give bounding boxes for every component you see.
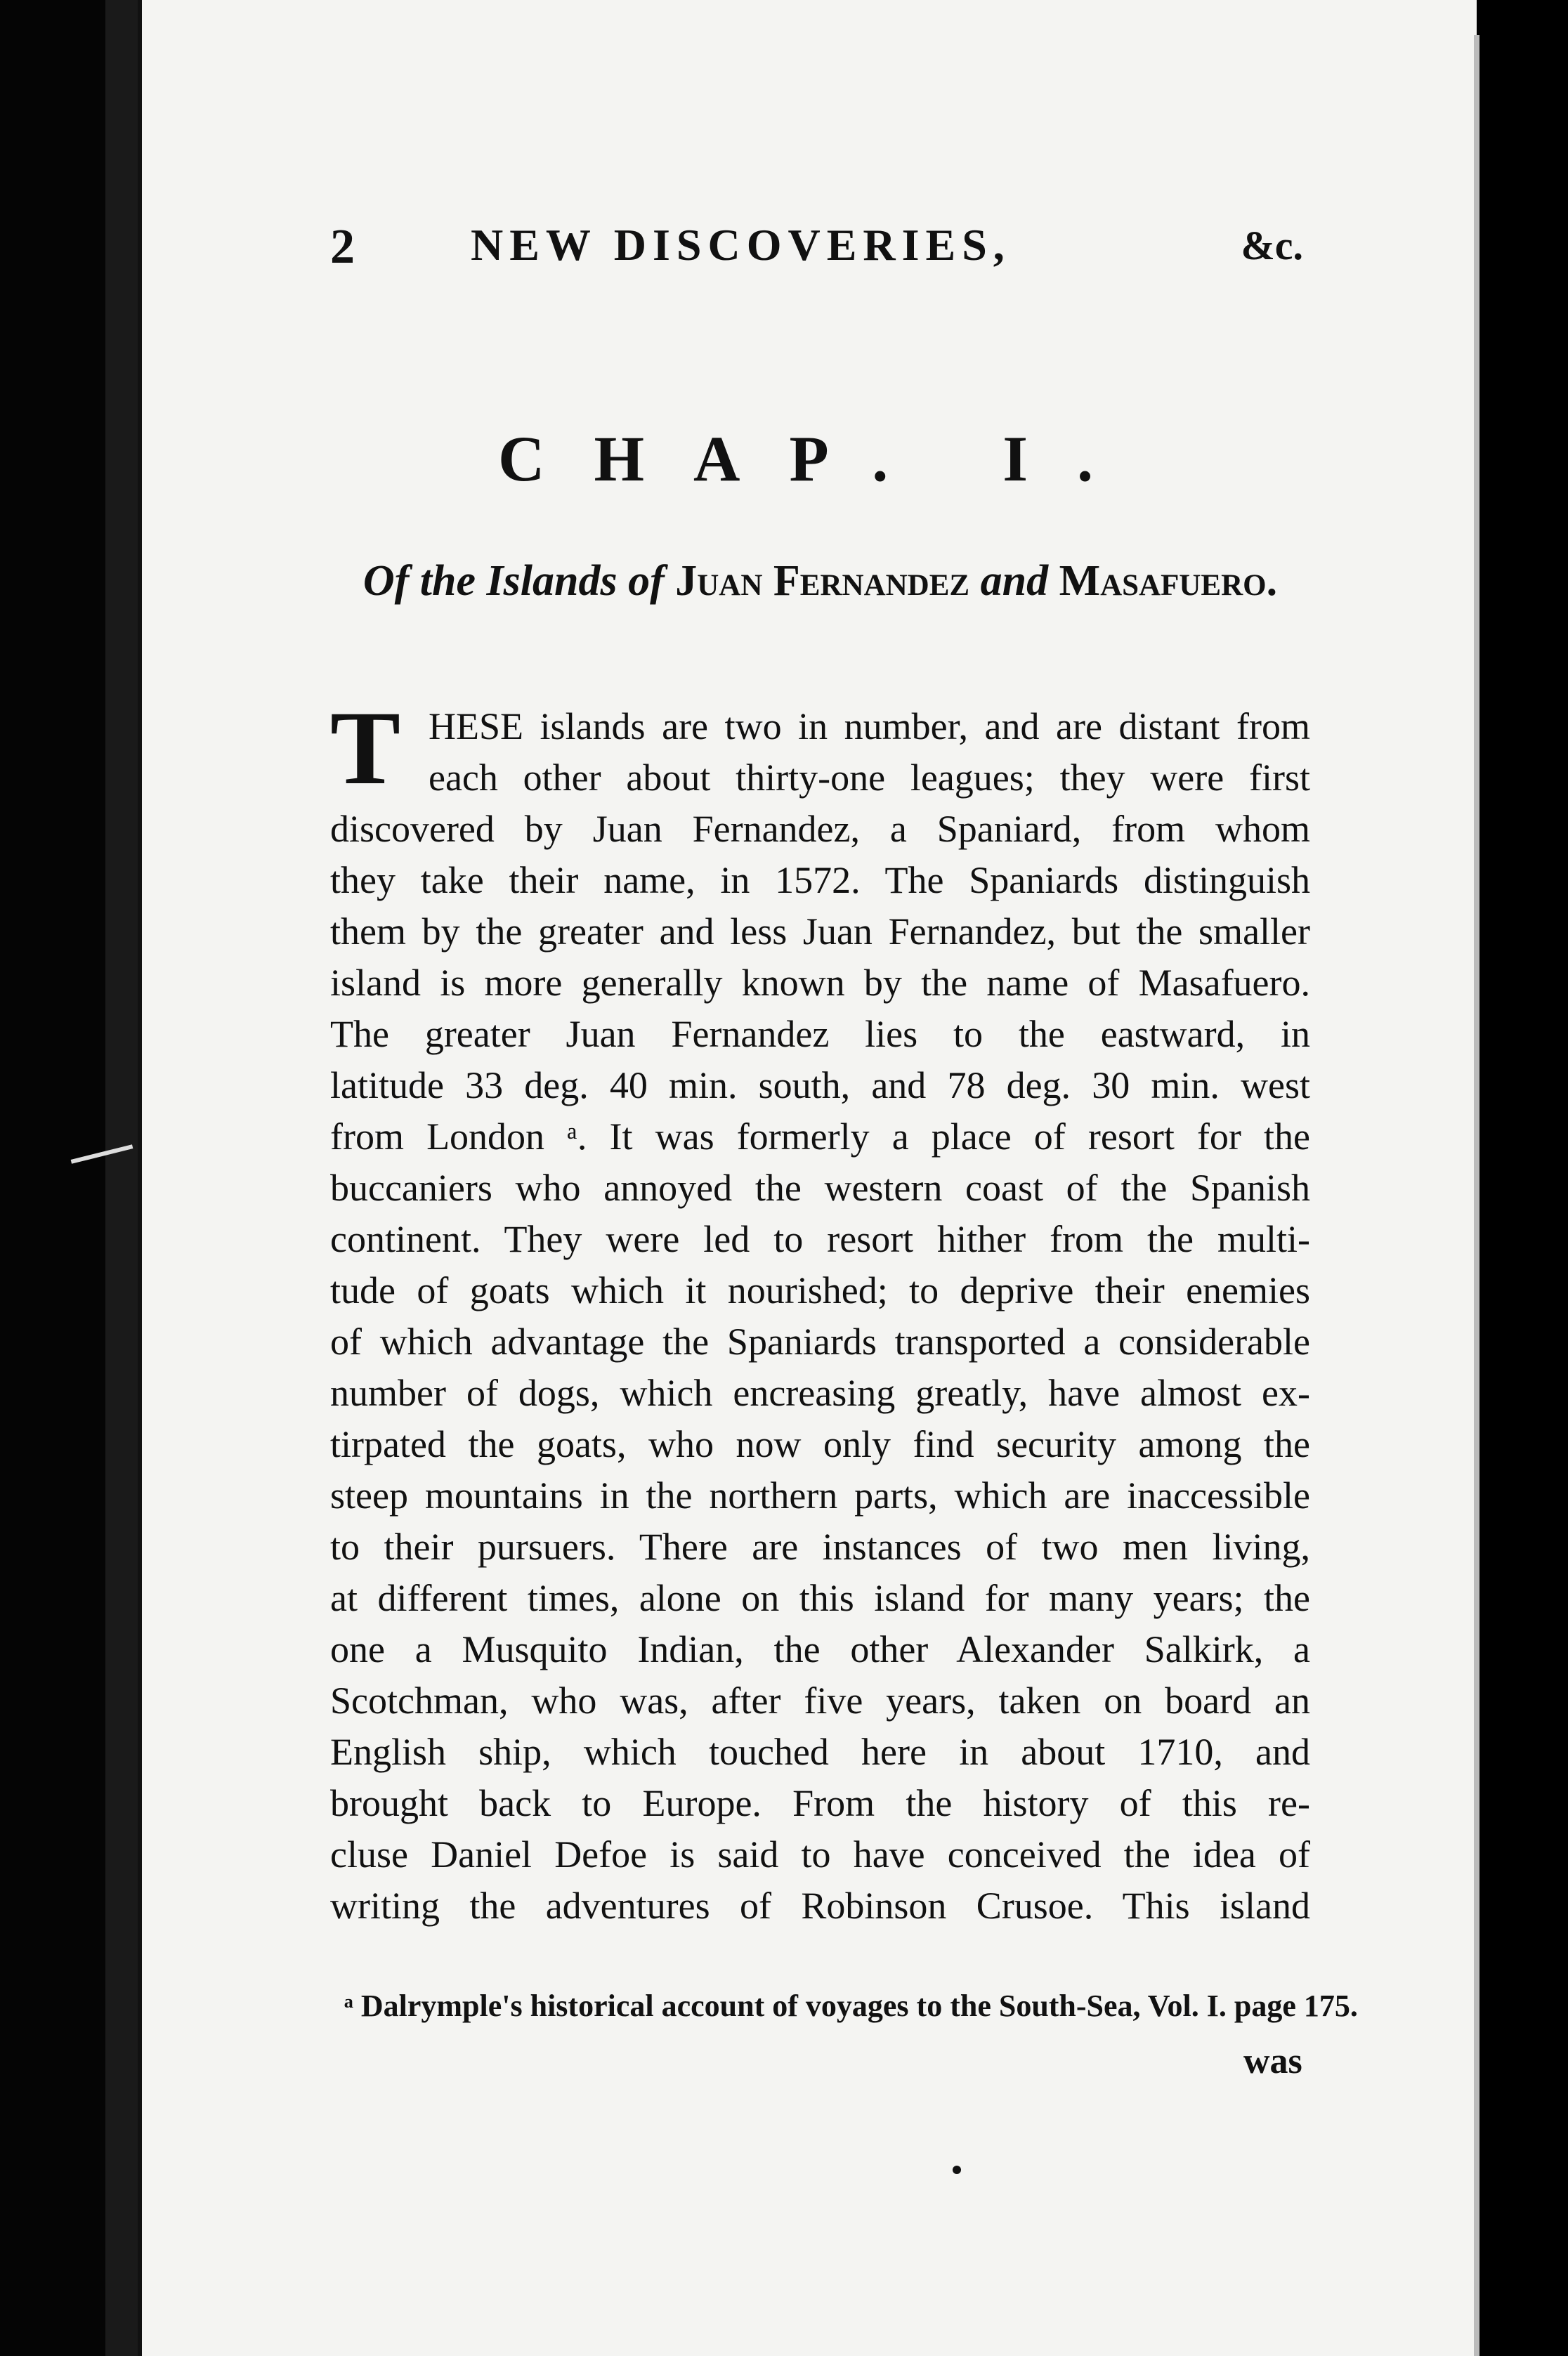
text-line: cluse Daniel Defoe is said to have conceived the idea of <box>330 1833 1310 1876</box>
text-line: to their pursuers. There are instances of two men living, <box>330 1526 1310 1568</box>
text-line: they take their name, in 1572. The Spaniards distinguish <box>330 859 1310 901</box>
footnote: ᵃ Dalrymple's historical account of voyages to the South-Sea, Vol. I. page 175. <box>344 1989 1358 2023</box>
text-line: number of dogs, which encreasing greatly, have almost ex- <box>330 1372 1310 1414</box>
text-line: buccaniers who annoyed the western coast of the Spanish <box>330 1167 1310 1209</box>
text-line: continent. They were led to resort hither from the multi- <box>330 1218 1310 1260</box>
text-line: island is more generally known by the name of Masafuero. <box>330 962 1310 1004</box>
text-line: from London ᵃ. It was formerly a place of resort for the <box>330 1115 1310 1158</box>
ink-dot <box>953 2166 961 2174</box>
text-line: steep mountains in the northern parts, which are inaccessible <box>330 1474 1310 1517</box>
running-head: NEW DISCOVERIES, <box>471 220 1011 270</box>
book-spine-shadow <box>105 0 138 2356</box>
catchword: was <box>1243 2041 1302 2081</box>
text-line: HESE islands are two in number, and are distant from <box>429 705 1310 747</box>
page-edge-right <box>1474 35 1479 2356</box>
subtitle-prefix: Of the Islands of <box>362 557 665 605</box>
text-line: at different times, alone on this island for many years; the <box>330 1577 1310 1619</box>
subtitle-and: and <box>980 557 1049 605</box>
text-line: tude of goats which it nourished; to deprive their enemies <box>330 1269 1310 1311</box>
subtitle-name-masafuero: Masafuero. <box>1059 557 1278 605</box>
text-line: one a Musquito Indian, the other Alexander Salkirk, a <box>330 1628 1310 1670</box>
text-line: brought back to Europe. From the history of this re- <box>330 1782 1310 1824</box>
page-header <box>330 212 1310 275</box>
text-line: English ship, which touched here in about 1710, and <box>330 1731 1310 1773</box>
text-line: writing the adventures of Robinson Crusoe. This island <box>330 1885 1310 1927</box>
text-line: The greater Juan Fernandez lies to the eastward, in <box>330 1013 1310 1055</box>
drop-cap: T <box>330 690 401 806</box>
text-line: each other about thirty-one leagues; they were first <box>429 757 1310 799</box>
text-line: tirpated the goats, who now only find security among the <box>330 1423 1310 1465</box>
subtitle-name-juan-fernandez: Juan Fernandez <box>675 557 970 605</box>
chapter-title: CHAP. I. <box>498 423 1142 495</box>
text-line: of which advantage the Spaniards transported a considerable <box>330 1321 1310 1363</box>
text-line: discovered by Juan Fernandez, a Spaniard, from whom <box>330 808 1310 850</box>
text-line: Scotchman, who was, after five years, taken on board an <box>330 1680 1310 1722</box>
page-number: 2 <box>330 220 355 274</box>
text-line: them by the greater and less Juan Fernandez, but the smaller <box>330 910 1310 953</box>
chapter-subtitle <box>327 556 1314 606</box>
running-head-tail: &c. <box>1241 223 1303 268</box>
text-line: latitude 33 deg. 40 min. south, and 78 deg. 30 min. west <box>330 1064 1310 1106</box>
